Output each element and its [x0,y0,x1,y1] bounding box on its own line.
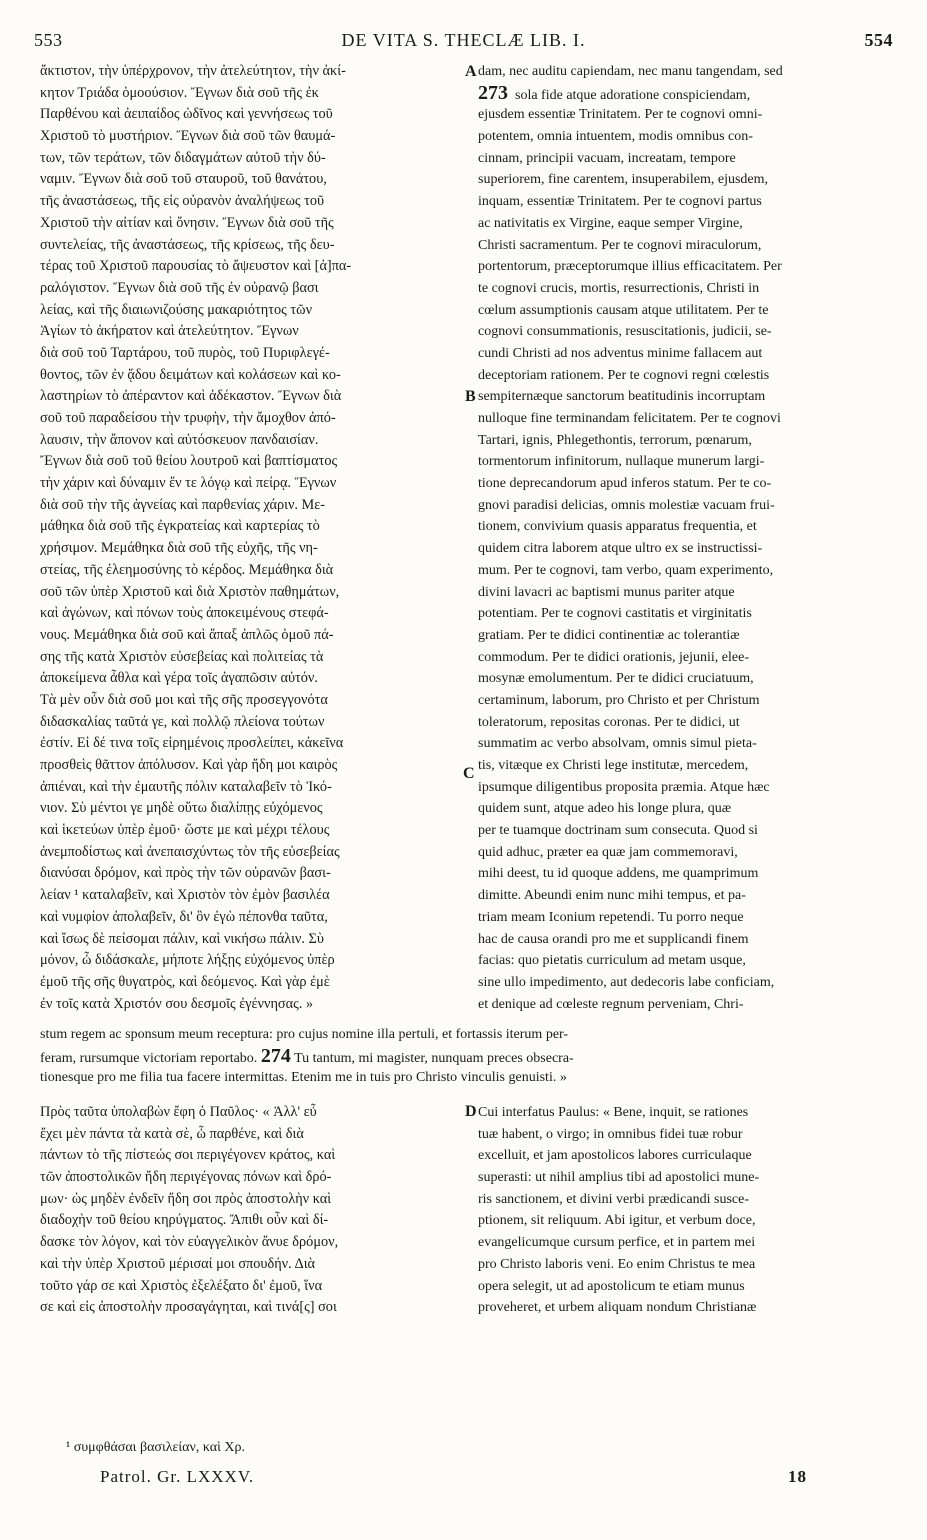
text-line: καὶ νυμφίον ἀπολαβεῖν, δι' ὃν ἐγὼ πέπονθα ταῦτα, [40,908,328,925]
text-line: δασκε τὸν λόγον, καὶ τὸν εὐαγγελικὸν ἄνυε δρόμον, [40,1234,339,1251]
text-line: μων· ὡς μηδὲν ἐνδεῖν ἤδη σοι πρὸς ἀποστολὴν καὶ [40,1190,332,1207]
text-line: tuæ habent, o virgo; in omnibus fidei tuæ robur [478,1126,743,1142]
text-line: καὶ ἴσως δὲ πείσομαι πάλιν, καὶ νικήσω πάλιν. Σὺ [40,930,324,947]
text-line: deceptoriam rationem. Per te cognovi regni cœlestis [478,367,770,383]
text-line: mum. Per te cognovi, tam verbo, quam experimento, [478,562,774,578]
text-line: potentem, omnia intuentem, modis omnibus con- [478,129,753,145]
text-line: sine ullo impedimento, aut dedecoris labe conficiam, [478,974,775,990]
text-line: διανύσαι δρόμον, καὶ πρὸς τὴν τῶν οὐρανῶν βασι- [40,865,331,882]
text-line: tis, vitæque ex Christi lege institutæ, mercedem, [478,758,749,773]
footer-sheet-number: 18 [788,1467,807,1486]
text-line: stum regem ac sponsum meum receptura: pro cujus nomine illa pertuli, et fortassis iterum per- [40,1027,569,1042]
text-line: Cui interfatus Paulus: « Bene, inquit, se rationes [478,1105,749,1120]
text-line: ris sanctionem, et divini verbi prædicandi susce- [478,1191,749,1207]
section-number-273: 273 [478,81,508,104]
text-line: facias: quo pietatis curriculum ad metam usque, [478,953,746,969]
text-line: per te tuamque doctrinam sum consecuta. Quod si [478,823,758,839]
text-line: σης τῆς κατὰ Χριστὸν εὐσεβείας καὶ πολιτείας τὰ [40,648,324,665]
text-line: διὰ σοῦ τοῦ Ταρτάρου, τοῦ πυρὸς, τοῦ Πυριφλεγέ- [40,344,330,361]
text-line: excelluit, et jam apostolicos labores curriculaque [478,1148,752,1164]
text-line: νους. Μεμάθηκα διὰ σοῦ καὶ ἅπαξ ἁπλῶς ὁμοῦ πά- [40,626,334,643]
text-line: ac nativitatis ex Virgine, eaque semper Virgine, [478,215,743,231]
greek-column-top [40,61,460,1015]
text-line: χρήσιμον. Μεμάθηκα διὰ σοῦ τῆς εὐχῆς, τῆς νη- [40,540,318,557]
text-line: μόνον, ὦ διδάσκαλε, μήποτε λήξῃς εὐχόμενος ὑπὲρ [40,952,335,969]
text-line [478,83,892,105]
text-line: ἔχει μὲν πάντα τὰ κατὰ σὲ, ὦ παρθένε, καὶ διὰ [40,1125,304,1142]
text-line: μάθηκα διὰ σοῦ τῆς ἐγκρατείας καὶ καρτερίας τὸ [40,518,320,535]
text-line: cundi Christi ad nos adventus minime fallacem aut [478,345,763,361]
text-line: προσθεὶς θᾶττον ἀπόλυσον. Καὶ γὰρ ἤδη μοι καιρὸς [40,757,338,773]
text-line: te cognovi crucis, mortis, resurrectionis, Christi in [478,280,760,296]
text-line: cognovi consummationis, resuscitationis, judicii, se- [478,324,772,340]
text-line: quid adhuc, præter ea quæ jam commemoravi, [478,844,738,860]
text-line: Παρθένου καὶ ἀειπαίδος ὠδῖνος καὶ γεννήσεως τοῦ [40,106,333,123]
text-line: σοῦ τοῦ παραδείσου τὴν τρυφὴν, τὴν ἄμοχθον ἀπό- [40,410,336,426]
text-line: κητον Τριάδα ὁμοούσιον. Ἔγνων διὰ σοῦ τῆς ἐκ [40,84,319,101]
text-line: et denique ad cœleste regnum perveniam, Chri- [478,996,744,1012]
text-line: tormentorum infinitorum, nullaque munerum largi- [478,454,765,470]
text-line: ἐν τοῖς κατὰ Χριστόν σου δεσμοῖς ἐγέννησας. » [40,995,314,1012]
text-line: ejusdem essentiæ Trinitatem. Per te cognovi omni- [478,107,763,123]
text-line: Ἔγνων διὰ σοῦ τοῦ θείου λουτροῦ καὶ βαπτίσματος [40,453,338,470]
text-fragment: sola fide atque adoratione conspiciendam, [515,87,751,103]
text-line: διὰ σοῦ τὴν τῆς ἁγνείας καὶ παρθενίας χάριν. Με- [40,496,326,513]
text-line: σοῦ τῶν ὑπὲρ Χριστοῦ καὶ διὰ Χριστὸν παθημάτων, [40,583,340,600]
text-line: portentorum, præceptorumque illius efficacitatem. Per [478,259,782,275]
text-line: λείαν ¹ καταλαβεῖν, καὶ Χριστὸν τὸν ἐμὸν βασιλέα [40,887,330,904]
text-line: Tartari, ignis, Phlegethontis, terrorum, pœnarum, [478,432,752,448]
section-number-274: 274 [260,1044,291,1067]
text-line: Χριστοῦ τὸ μυστήριον. Ἔγνων διὰ σοῦ τῶν θαυμά- [40,128,336,145]
running-header [34,30,893,56]
text-line: triam meam Iconium repetendi. Tu porro neque [478,909,744,925]
page-number-left: 553 [34,30,63,50]
margin-marker-c: C [463,765,475,782]
text-line: διδασκαλίας ταῦτά γε, καὶ πολλῷ πλείονα τούτων [40,713,325,730]
text-line: τοῦτο γάρ σε καὶ Χριστὸς ἐξελέξατο δι' ἐμοῦ, ἵνα [40,1277,323,1294]
text-line: νιον. Σὺ μέντοι γε μηδὲ οὕτω διαλίπῃς εὐχόμενος [40,800,323,817]
text-line: quidem citra laborem atque ultro ex se instructissi- [478,541,763,557]
text-line: ἄκτιστον, τὴν ὑπέρχρονον, τὴν ἀτελεύτητον, τὴν ἀκί- [40,63,346,79]
text-line: quidem sunt, atque adeo his longe plura, quæ [478,801,732,817]
text-line: superasti: ut nihil amplius tibi ad apostolici mune- [478,1170,760,1186]
text-line: στείας, τῆς ἐλεημοσύνης τὸ κέρδος. Μεμάθηκα διὰ [40,561,334,578]
margin-marker-b: B [465,388,476,405]
text-line: καὶ τὴν ὑπὲρ Χριστοῦ μέρισαί μοι σπουδήν. Διὰ [40,1255,316,1272]
text-line: ἀποκείμενα ἆθλα καὶ γέρα τοῖς ἀγαπῶσιν αὐτόν. [40,670,318,687]
text-line: τὴν χάριν καὶ δύναμιν ἔν τε λόγῳ καὶ πείρᾳ. Ἔγνων [40,475,337,492]
latin-column-bottom [478,1102,892,1319]
text-line: τέρας τοῦ Χριστοῦ παρουσίας τὸ ἄψευστον καὶ [ἀ]πα- [40,258,352,275]
text-line: θοντος, τῶν ἐν ᾅδου δειμάτων καὶ κολάσεων καὶ κο- [40,366,341,383]
text-line: τῆς ἀναστάσεως, τῆς εἰς οὐρανὸν ἀναλήψεως τοῦ [40,193,325,210]
text-line: ἀνεμποδίστως καὶ ἀνεπαισχύντως τὸν τῆς εὐσεβείας [40,843,340,860]
text-line: certaminum, laborum, pro Christo et per Christum [478,692,760,708]
text-line: inquam, essentiæ Trinitatem. Per te cognovi partus [478,194,762,210]
text-line: tionem, convivium quasis apparatus frequentia, et [478,519,757,535]
text-line: cœlum assumptionis causam atque utilitatem. Per te [478,302,769,318]
text-line [40,1046,892,1068]
text-line: hac de causa orandi pro me et supplicandi finem [478,931,749,947]
text-line: συντελείας, τῆς ἀναστάσεως, τῆς κρίσεως, τῆς δευ- [40,236,335,253]
text-line: λαστηρίων τὸ ἀπέραντον καὶ ἀδέκαστον. Ἔγνων διὰ [40,388,342,405]
text-line: sempiternæque sanctorum beatitudinis incorruptam [478,389,766,405]
running-title: DE VITA S. THECLÆ LIB. I. [341,30,586,50]
margin-marker-d: D [465,1103,477,1120]
text-line: Ἁγίων τὸ ἀκήρατον καὶ ἀτελεύτητον. Ἔγνων [40,323,299,340]
text-line: superiorem, fine carentem, insuperabilem, ejusdem, [478,172,769,188]
text-line: Χριστοῦ τὴν αἰτίαν καὶ ὄνησιν. Ἔγνων διὰ σοῦ τῆς [40,214,334,231]
text-line: ptionem, sit reliquum. Abi igitur, et verbum doce, [478,1213,756,1229]
text-line: gratiam. Per te didici continentiæ ac tolerantiæ [478,627,740,643]
full-width-block [40,1024,892,1089]
text-line: dam, nec auditu capiendam, nec manu tangendam, sed [478,64,783,79]
text-line: καὶ ἱκετεύων ὑπὲρ ἐμοῦ· ὥστε με καὶ μέχρι τέλους [40,822,330,839]
text-line: Τὰ μὲν οὖν διὰ σοῦ μοι καὶ τῆς σῆς προσεγγονότα [40,691,328,708]
text-line: divini lavacri ac baptismi munus pariter atque [478,584,735,600]
text-line: cinnam, principii vacuam, increatam, tempore [478,150,736,166]
text-line: potentiam. Per te cognovi castitatis et virginitatis [478,606,752,622]
text-line: τῶν ἀποστολικῶν ἤδη περιγέγονας πόνων καὶ δρό- [40,1169,332,1186]
latin-column-top [478,61,892,1015]
text-line: Πρὸς ταῦτα ὑπολαβὼν ἔφη ὁ Παῦλος· « Ἀλλ' εὖ [40,1104,317,1120]
text-line: λείας, καὶ τῆς διαιωνιζούσης μακαριότητος τῶν [40,301,313,318]
text-line: proveheret, et urbem aliquam nondum Christianæ [478,1300,757,1316]
text-line: ἐμοῦ τῆς σῆς θυγατρὸς, καὶ δεόμενος. Καὶ γὰρ ἐμὲ [40,973,330,990]
text-line: evangelicumque cursum perfice, et in partem mei [478,1235,756,1251]
text-line: pro Christo laboris veni. Eo enim Christus te mea [478,1256,756,1272]
margin-marker-a: A [465,63,477,80]
text-line: tione deprecandorum apud inferos statum. Per te co- [478,476,772,492]
text-line: ναμιν. Ἔγνων διὰ σοῦ τοῦ σταυροῦ, τοῦ θανάτου, [40,171,327,188]
greek-column-bottom [40,1102,460,1319]
text-line: ἐστίν. Εἰ δέ τινα τοῖς εἰρημένοις προσλείπει, κἀκεῖνα [40,735,344,752]
text-line: ipsumque diligentibus proposita præmia. Atque hæc [478,779,770,795]
text-line: ραλόγιστον. Ἔγνων διὰ σοῦ τῆς ἐν οὐρανῷ βασι [40,279,319,296]
footnote: ¹ συμφθάσαι βασιλείαν, καὶ Χρ. [66,1440,245,1455]
text-line: πάντων τὸ τῆς πίστεώς σοι περιγέγονεν κράτος, καὶ [40,1147,336,1164]
text-line: διαδοχὴν τοῦ θείου κηρύγματος. Ἄπιθι οὖν καὶ δί- [40,1212,329,1229]
text-line: commodum. Per te didici orationis, jejunii, elee- [478,649,749,665]
text-line: opera selegit, ut ad apostolicum te etiam munus [478,1278,745,1294]
text-line: mihi deest, tu id quoque addens, me quamprimum [478,866,759,882]
footer-signature: Patrol. Gr. LXXXV. [100,1467,255,1486]
text-line: summatim ac verbo absolvam, omnis simul pieta- [478,736,757,752]
text-line: καὶ ἀγώνων, καὶ πόνων τοὺς ἀποκειμένους στεφά- [40,605,329,622]
text-line: dimitte. Abeundi enim nunc mihi tempus, et pa- [478,888,746,904]
text-fragment: feram, rursumque victoriam reportabo. [40,1050,258,1066]
text-line: mosynæ emolumentum. Per te didici cruciatuum, [478,671,754,687]
text-line: nulloque fine terminandam felicitatem. Per te cognovi [478,411,781,426]
text-line: των, τῶν τεράτων, τῶν διδαγμάτων αὐτοῦ τὴν δύ- [40,149,326,166]
text-line: toleratorum, repositas coronas. Per te didici, ut [478,714,740,730]
text-line: gnovi paradisi delicias, omnis molestiæ vacuam frui- [478,497,775,513]
text-line: σε καὶ εἰς ἀποστολὴν προσαγάγηται, καὶ τινά[ς] σοι [40,1299,337,1316]
text-line: λαυσιν, τὴν ἄπονον καὶ αὐτόσκευον πανδαισίαν. [40,431,319,448]
page-number-right: 554 [864,30,893,50]
text-line: tionesque pro me filia tua facere intermittas. Etenim me in tuis pro Christo vinculis genuisti. » [40,1070,567,1086]
text-fragment: Tu tantum, mi magister, nunquam preces obsecra- [294,1050,574,1066]
text-line: ἀπιέναι, καὶ τὴν ἐμαυτῆς πόλιν καταλαβεῖν τὸ Ἰκό- [40,778,332,795]
text-line: Christi sacramentum. Per te cognovi miraculorum, [478,237,762,253]
